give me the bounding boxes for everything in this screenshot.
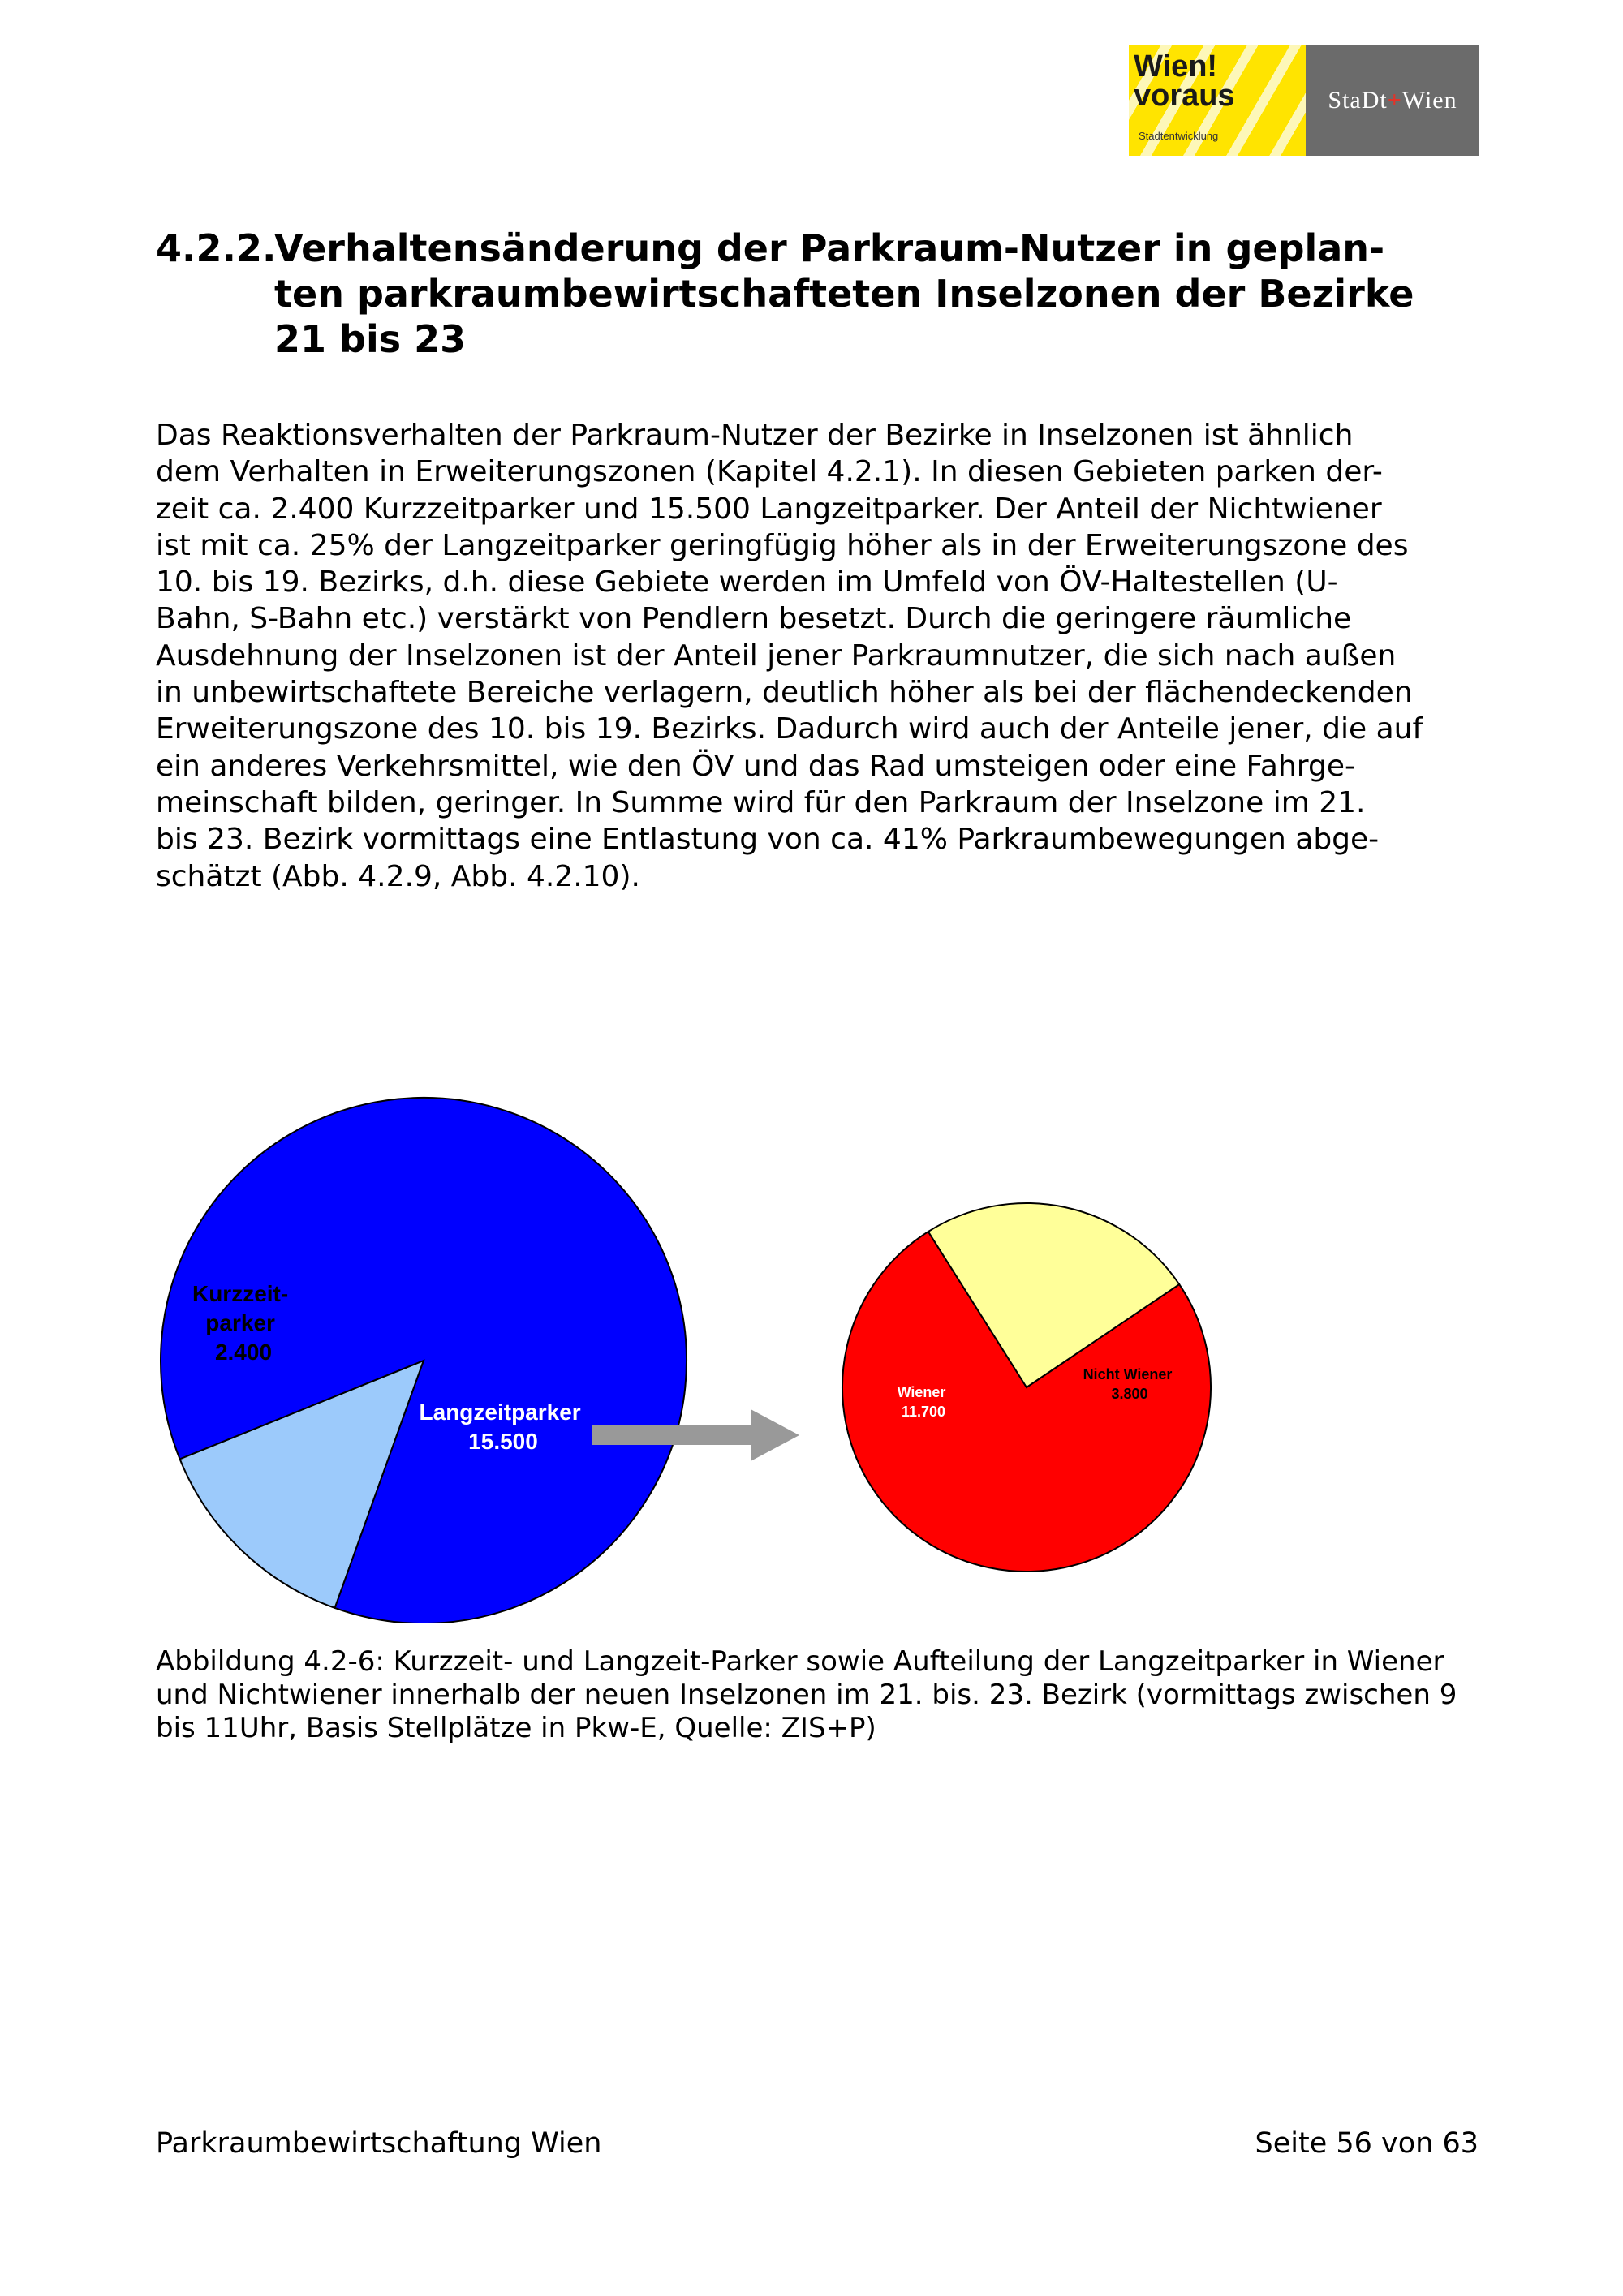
heading-line: Verhaltensänderung der Parkraum-Nutzer in geplan-	[274, 226, 1385, 270]
city-logo-right: Wien	[1401, 87, 1457, 114]
heading-line: ten parkraumbewirtschafteten Inselzonen der Bezirke	[274, 272, 1414, 316]
label-line: Wiener	[897, 1384, 946, 1400]
paragraph-line: 10. bis 19. Bezirks, d.h. diese Gebiete werden im Umfeld von ÖV-Haltestellen (U-	[156, 565, 1338, 600]
logo-line-2: voraus	[1134, 79, 1235, 113]
paragraph-line: ist mit ca. 25% der Langzeitparker geringfügig höher als in der Erweiterungszone des	[156, 528, 1409, 562]
paragraph-line: Bahn, S-Bahn etc.) verstärkt von Pendlern besetzt. Durch die geringere räumliche	[156, 602, 1352, 636]
arrow-head	[751, 1409, 799, 1461]
figure-caption	[156, 1645, 1495, 1745]
label-line: 2.400	[214, 1339, 273, 1365]
section-heading	[156, 226, 1495, 362]
caption-line: und Nichtwiener innerhalb der neuen Inselzonen im 21. bis. 23. Bezirk (vormittags zwischen 9	[156, 1679, 1457, 1711]
paragraph-line: Erweiterungszone des 10. bis 19. Bezirks. Dadurch wird auch der Anteile jener, die auf	[156, 712, 1423, 746]
paragraph-line: zeit ca. 2.400 Kurzzeitparker und 15.500 Langzeitparker. Der Anteil der Nichtwiener	[156, 492, 1382, 526]
label-line: Langzeitparker	[419, 1400, 581, 1425]
paragraph-line: in unbewirtschaftete Bereiche verlagern, deutlich höher als bei der flächendeckenden	[156, 676, 1413, 710]
section-number: 4.2.2.	[156, 226, 277, 270]
label-line: Kurzzeit-	[192, 1281, 289, 1306]
city-logo-cross: +	[1387, 87, 1402, 114]
city-logo-left: StaDt	[1328, 87, 1388, 114]
paragraph-line: Ausdehnung der Inselzonen ist der Anteil jener Parkraumnutzer, die sich nach außen	[156, 638, 1397, 673]
paragraph-line: meinschaft bilden, geringer. In Summe wird für den Parkraum der Inselzone im 21.	[156, 785, 1366, 819]
arrow-shaft	[592, 1425, 755, 1445]
heading-line: 21 bis 23	[274, 317, 467, 361]
pie-chart-parker-types	[161, 1098, 687, 1623]
footer-document-title: Parkraumbewirtschaftung Wien	[156, 2127, 602, 2160]
logo-line-1: Wien!	[1134, 49, 1218, 84]
pie-chart-langzeit-split	[842, 1203, 1211, 1572]
paragraph-line: dem Verhalten in Erweiterungszonen (Kapitel 4.2.1). In diesen Gebieten parken der-	[156, 455, 1383, 489]
body-paragraph	[156, 417, 1487, 895]
pie-charts-figure	[0, 1055, 1623, 1623]
footer-page-number: Seite 56 von 63	[1255, 2127, 1479, 2160]
paragraph-line: ein anderes Verkehrsmittel, wie den ÖV und das Rad umsteigen oder eine Fahrge-	[156, 749, 1355, 783]
paragraph-line: Das Reaktionsverhalten der Parkraum-Nutzer der Bezirke in Inselzonen ist ähnlich	[156, 419, 1354, 452]
label-line: parker	[205, 1310, 275, 1335]
stadt-wien-logo	[1306, 45, 1479, 156]
paragraph-line: schätzt (Abb. 4.2.9, Abb. 4.2.10).	[156, 859, 640, 893]
caption-line: Abbildung 4.2-6: Kurzzeit- und Langzeit-Parker sowie Aufteilung der Langzeitparker in Wiener	[156, 1645, 1444, 1678]
label-line: 3.800	[1111, 1386, 1148, 1402]
paragraph-line: bis 23. Bezirk vormittags eine Entlastung von ca. 41% Parkraumbewegungen abge-	[156, 823, 1380, 857]
wien-voraus-logo	[1129, 45, 1306, 156]
caption-line: bis 11Uhr, Basis Stellplätze in Pkw-E, Quelle: ZIS+P)	[156, 1712, 876, 1744]
label-line: Nicht Wiener	[1083, 1366, 1173, 1382]
label-line: 15.500	[468, 1429, 538, 1454]
header-logo	[1129, 45, 1479, 156]
label-line: 11.700	[901, 1404, 946, 1420]
logo-subtitle: Stadtentwicklung	[1139, 130, 1219, 142]
